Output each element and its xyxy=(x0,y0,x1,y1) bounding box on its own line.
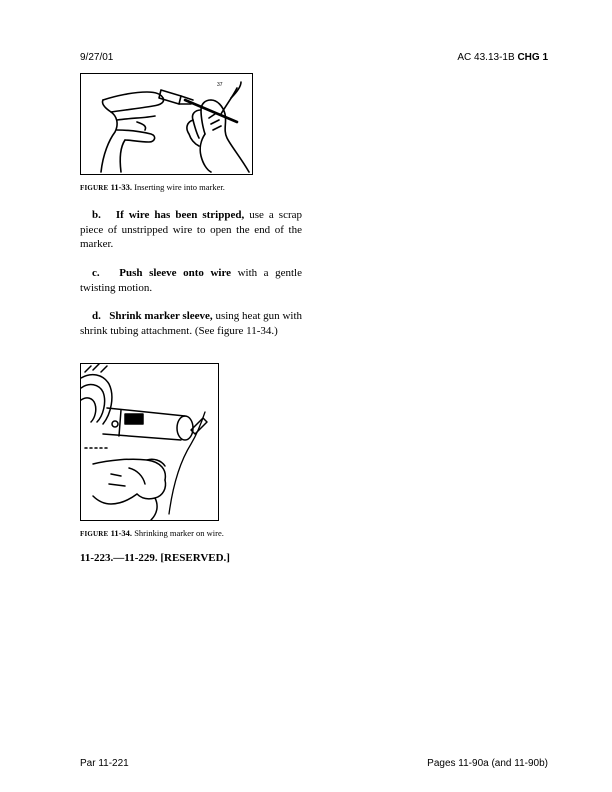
reserved-paragraphs-heading: 11-223.—11-229. [RESERVED.] xyxy=(80,552,230,564)
header-doc-id xyxy=(457,52,548,63)
hands-inserting-wire-drawing xyxy=(81,74,252,174)
figure-11-34-illustration xyxy=(80,363,219,521)
header-date: 9/27/01 xyxy=(80,52,114,63)
svg-text:37: 37 xyxy=(217,82,223,88)
header-doc-number: AC 43.13-1B xyxy=(457,52,515,63)
paragraph-letter: c. xyxy=(92,267,100,279)
footer-page-numbers: Pages 11-90a (and 11-90b) xyxy=(427,758,548,769)
paragraph-b xyxy=(80,208,302,252)
figure-11-34-caption xyxy=(80,528,224,538)
paragraph-c xyxy=(80,266,302,295)
figure-11-33-caption xyxy=(80,182,225,192)
paragraph-text: use a scrap piece of unstripped wire to open the end of the marker. xyxy=(80,209,303,250)
figure-label-prefix: FIGURE xyxy=(80,530,109,538)
paragraph-d xyxy=(80,309,302,338)
figure-caption-text: Shrinking marker on wire. xyxy=(134,528,224,538)
figure-11-33-illustration xyxy=(80,73,253,175)
paragraph-letter: b. xyxy=(92,209,101,221)
figure-label-number: 11-33. xyxy=(110,182,133,192)
paragraph-lead: If wire has been stripped, xyxy=(115,209,245,221)
paragraph-text: with a gentle twisting motion. xyxy=(80,267,302,294)
paragraph-lead: Push sleeve onto wire xyxy=(119,267,232,279)
paragraph-lead: Shrink marker sleeve, xyxy=(109,310,213,322)
paragraph-letter: d. xyxy=(92,310,101,322)
header-change: CHG 1 xyxy=(517,52,548,63)
figure-label-prefix: FIGURE xyxy=(80,184,109,192)
heat-gun-shrinking-drawing xyxy=(81,364,218,520)
footer-paragraph-ref: Par 11-221 xyxy=(80,758,129,769)
figure-caption-text: Inserting wire into marker. xyxy=(134,182,225,192)
paragraph-text: using heat gun with shrink tubing attachment. (See figure 11-34.) xyxy=(80,310,302,337)
figure-label-number: 11-34. xyxy=(110,528,133,538)
